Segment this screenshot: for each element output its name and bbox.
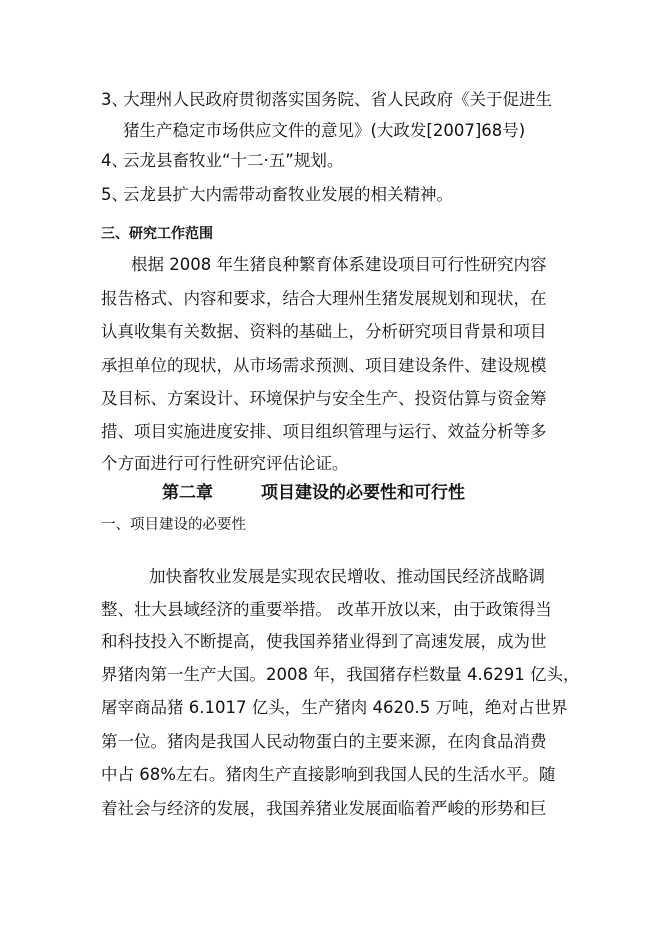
list-number: 5、 [101, 185, 128, 204]
paragraph-line: 界猪肉第一生产大国。2008 年，我国猪存栏数量 4.6291 亿头， [101, 665, 580, 684]
paragraph-line: 根据 2008 年生猪良种繁育体系建设项目可行性研究内容 [131, 255, 547, 274]
paragraph-line: 和科技投入不断提高，使我国养猪业得到了高速发展，成为世 [101, 632, 547, 651]
paragraph-line: 承担单位的现状，从市场需求预测、项目建设条件、建设规模 [101, 356, 547, 375]
paragraph-line: 报告格式、内容和要求，结合大理州生猪发展规划和现状，在 [101, 289, 547, 308]
paragraph-line: 着社会与经济的发展，我国养猪业发展面临着严峻的形势和巨 [101, 799, 547, 818]
list-text: 云龙县扩大内需带动畜牧业发展的相关精神。 [123, 185, 453, 204]
list-item-5 [101, 184, 453, 206]
paragraph-line: 个方面进行可行性研究评估论证。 [101, 454, 349, 473]
chapter-title [162, 482, 465, 504]
list-text: 大理州人民政府贯彻落实国务院、省人民政府《关于促进生 [123, 90, 552, 109]
subsection-heading: 一、项目建设的必要性 [101, 517, 246, 533]
paragraph-line: 加快畜牧业发展是实现农民增收、推动国民经济战略调 [149, 567, 545, 586]
paragraph-line: 中占 68%左右。猪肉生产直接影响到我国人民的生活水平。随 [101, 765, 556, 784]
paragraph-line: 认真收集有关数据、资料的基础上，分析研究项目背景和项目 [101, 322, 547, 341]
list-item-3-continuation: 猪生产稳定市场供应文件的意见》(大政发[2007]68号) [123, 121, 526, 140]
list-text: 云龙县畜牧业“十二·五”规划。 [123, 151, 344, 170]
paragraph-line: 措、项目实施进度安排、项目组织管理与运行、效益分析等多 [101, 422, 547, 441]
paragraph-line: 第一位。猪肉是我国人民动物蛋白的主要来源，在肉食品消费 [101, 732, 547, 751]
paragraph-line: 整、壮大县域经济的重要举措。 改革开放以来，由于政策得当 [101, 600, 552, 619]
chapter-label: 第二章 [162, 483, 213, 503]
list-item-3 [101, 89, 552, 111]
list-number: 3、 [101, 90, 128, 109]
section-heading: 三、研究工作范围 [101, 226, 213, 242]
paragraph-line: 及目标、方案设计、环境保护与安全生产、投资估算与资金筹 [101, 389, 547, 408]
paragraph-line: 屠宰商品猪 6.1017 亿头，生产猪肉 4620.5 万吨，绝对占世界 [101, 698, 568, 717]
list-item-4 [101, 150, 343, 172]
chapter-name: 项目建设的必要性和可行性 [261, 483, 465, 503]
list-number: 4、 [101, 151, 128, 170]
